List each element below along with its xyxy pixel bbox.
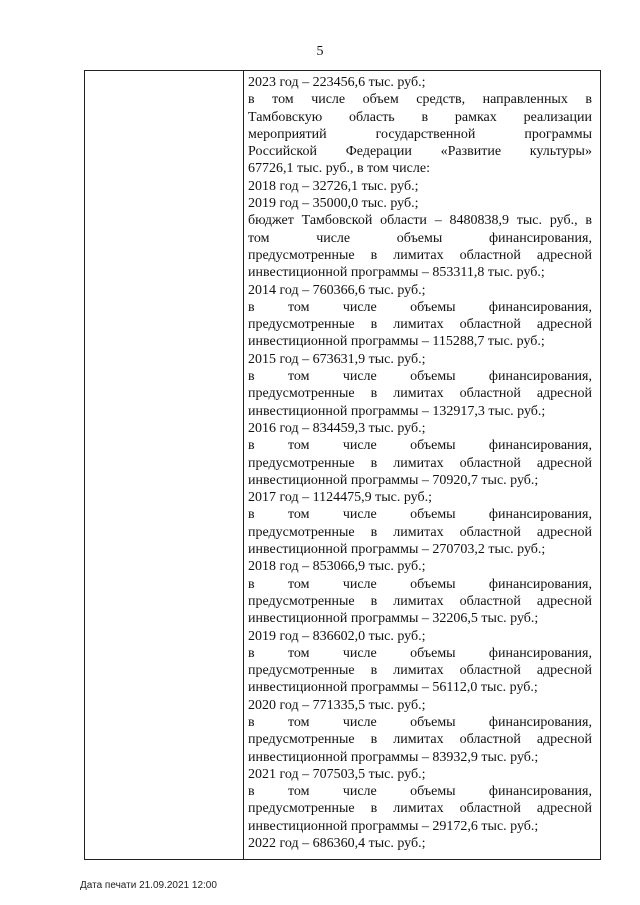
text-line: 2023 год – 223456,6 тыс. руб.;: [248, 75, 426, 90]
text-line: 2017 год – 1124475,9 тыс. руб.;: [248, 490, 432, 506]
text-line: предусмотренные в лимитах областной адресной: [248, 524, 592, 540]
text-line: инвестиционной программы – 56112,0 тыс. руб.;: [248, 680, 538, 696]
text-line: инвестиционной программы – 70920,7 тыс. руб.;: [248, 472, 539, 488]
text-line: инвестиционной программы – 32206,5 тыс. руб.;: [248, 611, 539, 627]
text-line: 2018 год – 32726,1 тыс. руб.;: [248, 178, 419, 194]
text-line: бюджет Тамбовской области – 8480838,9 тыс. руб., в: [248, 213, 592, 229]
text-line: инвестиционной программы – 29172,6 тыс. руб.;: [248, 818, 539, 834]
text-line: 2020 год – 771335,5 тыс. руб.;: [248, 697, 426, 713]
text-line: в том числе объемы финансирования,: [248, 576, 592, 592]
text-line: предусмотренные в лимитах областной адресной: [248, 455, 592, 471]
print-date-footer: Дата печати 21.09.2021 12:00: [80, 880, 217, 891]
text-line: 2014 год – 760366,6 тыс. руб.;: [248, 282, 426, 298]
text-line: инвестиционной программы – 115288,7 тыс. руб.;: [248, 334, 545, 350]
text-line: мероприятий государственной программы: [248, 126, 592, 142]
text-line: в том числе объем средств, направленных в: [248, 92, 592, 108]
text-line: 2021 год – 707503,5 тыс. руб.;: [248, 766, 426, 782]
text-line: предусмотренные в лимитах областной адресной: [248, 593, 592, 609]
text-line: инвестиционной программы – 853311,8 тыс. руб.;: [248, 265, 545, 281]
text-line: 2019 год – 35000,0 тыс. руб.;: [248, 196, 419, 212]
document-table: [84, 70, 601, 860]
text-line: в том числе объемы финансирования,: [248, 784, 592, 800]
text-line: 2019 год – 836602,0 тыс. руб.;: [248, 628, 426, 644]
text-line: предусмотренные в лимитах областной адресной: [248, 732, 592, 748]
text-line: в том числе объемы финансирования,: [248, 369, 592, 385]
text-line: в том числе объемы финансирования,: [248, 438, 592, 454]
text-line: в том числе объемы финансирования,: [248, 714, 592, 730]
text-line: предусмотренные в лимитах областной адресной: [248, 663, 592, 679]
text-line: Тамбовскую область в рамках реализации: [248, 109, 592, 125]
text-line: в том числе объемы финансирования,: [248, 299, 592, 315]
text-line: том числе объемы финансирования,: [248, 230, 592, 246]
text-line: предусмотренные в лимитах областной адресной: [248, 247, 592, 263]
text-line: инвестиционной программы – 132917,3 тыс. руб.;: [248, 403, 546, 419]
text-line: в том числе объемы финансирования,: [248, 507, 592, 523]
text-line: инвестиционной программы – 270703,2 тыс. руб.;: [248, 542, 546, 558]
text-line: 2018 год – 853066,9 тыс. руб.;: [248, 559, 426, 575]
text-line: 67726,1 тыс. руб., в том числе:: [248, 161, 430, 177]
text-line: предусмотренные в лимитах областной адресной: [248, 801, 592, 817]
page-number: 5: [316, 44, 324, 59]
text-line: 2015 год – 673631,9 тыс. руб.;: [248, 351, 426, 367]
text-line: в том числе объемы финансирования,: [248, 645, 592, 661]
text-line: предусмотренные в лимитах областной адресной: [248, 386, 592, 402]
text-line: инвестиционной программы – 83932,9 тыс. руб.;: [248, 749, 539, 765]
text-line: 2022 год – 686360,4 тыс. руб.;: [248, 836, 426, 852]
column-divider: [243, 71, 244, 859]
financing-text-cell: [248, 74, 592, 852]
text-line: Российской Федерации «Развитие культуры»: [248, 144, 592, 160]
text-line: 2016 год – 834459,3 тыс. руб.;: [248, 420, 426, 436]
text-line: предусмотренные в лимитах областной адресной: [248, 317, 592, 333]
